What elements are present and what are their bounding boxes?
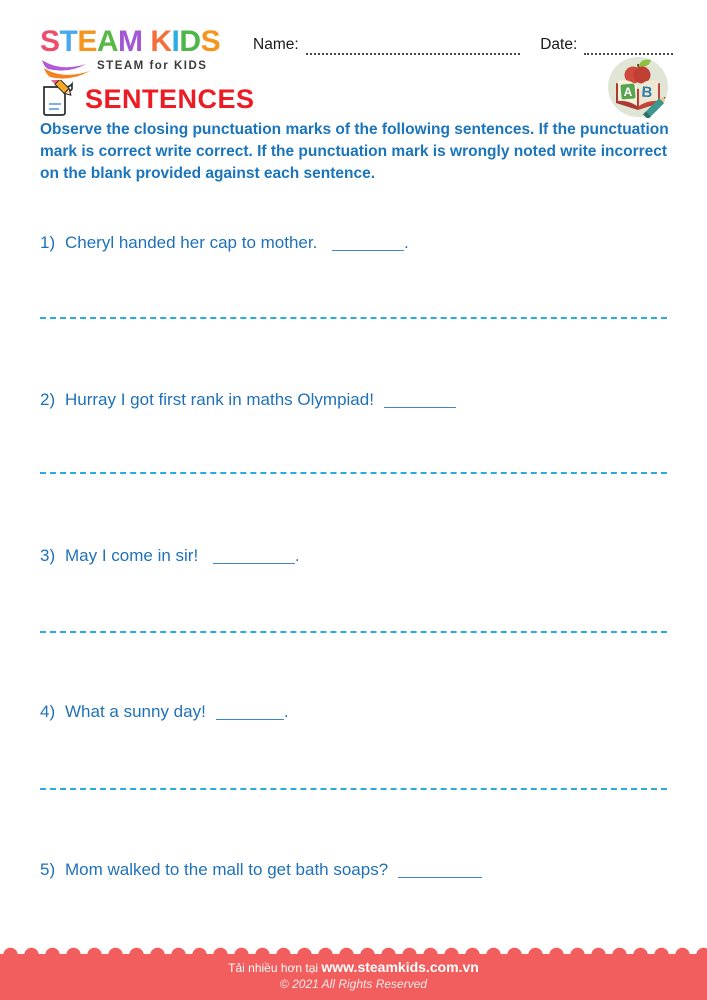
ab-letter-a: A: [623, 85, 633, 99]
sentence-item-2: [40, 390, 680, 410]
sentence-item-3: [40, 546, 680, 566]
answer-blank[interactable]: [216, 716, 284, 720]
dashed-separator: [40, 472, 667, 474]
sentence-text: Hurray I got first rank in maths Olympiad!: [65, 390, 374, 409]
pencil-on-paper-icon: [38, 80, 76, 118]
sentence-suffix: .: [283, 702, 289, 721]
footer-website-url: www.steamkids.com.vn: [321, 959, 479, 975]
sentence-item-1: [40, 233, 680, 253]
sentence-number: 4): [40, 702, 56, 721]
ab-book-apple-pencil-icon: [606, 56, 670, 118]
answer-blank[interactable]: [384, 404, 456, 408]
answer-blank[interactable]: [398, 874, 482, 878]
ab-letter-b: B: [640, 83, 654, 102]
sentence-item-5: [40, 860, 680, 880]
footer-download-prefix: Tải nhiều hơn tại: [228, 961, 322, 975]
sentence-text: Mom walked to the mall to get bath soaps?: [65, 860, 389, 879]
footer-scallop-border: [0, 943, 707, 955]
name-fill-line[interactable]: [306, 41, 521, 55]
footer-download-text: [0, 954, 707, 975]
sentence-suffix: .: [404, 233, 409, 252]
answer-blank[interactable]: [332, 247, 404, 251]
sentence-suffix: .: [294, 546, 300, 565]
date-fill-line[interactable]: [584, 41, 673, 55]
title-row: [38, 78, 255, 120]
answer-blank[interactable]: [213, 560, 295, 564]
page-title: SENTENCES: [85, 83, 255, 114]
logo-subtitle: STEAM for KIDS: [97, 60, 208, 72]
sentence-number: 3): [40, 546, 56, 565]
sentence-text: Cheryl handed her cap to mother.: [65, 233, 323, 252]
sentence-number: 5): [40, 860, 56, 879]
dashed-separator: [40, 631, 667, 633]
footer-copyright: © 2021 All Rights Reserved: [279, 977, 428, 991]
sentence-item-4: [40, 702, 680, 722]
dashed-separator: [40, 317, 667, 319]
sentence-number: 1): [40, 233, 56, 252]
name-label: Name:: [253, 36, 299, 53]
sentence-text: What a sunny day!: [65, 702, 206, 721]
dashed-separator: [40, 788, 667, 790]
footer: [0, 954, 707, 1000]
sentence-text: May I come in sir!: [65, 546, 203, 565]
instructions-text: Observe the closing punctuation marks of the following sentences. If the punctuation mark is correct write correct. If the punctuation mark is wrongly noted write incorrect on the blank provided against each sentence.: [40, 121, 669, 182]
sentence-number: 2): [40, 390, 56, 409]
steam-kids-logo: [40, 27, 220, 81]
date-label: Date:: [540, 36, 578, 53]
logo-wordmark: STEAM KIDS: [40, 25, 221, 58]
name-date-row: [253, 36, 673, 55]
